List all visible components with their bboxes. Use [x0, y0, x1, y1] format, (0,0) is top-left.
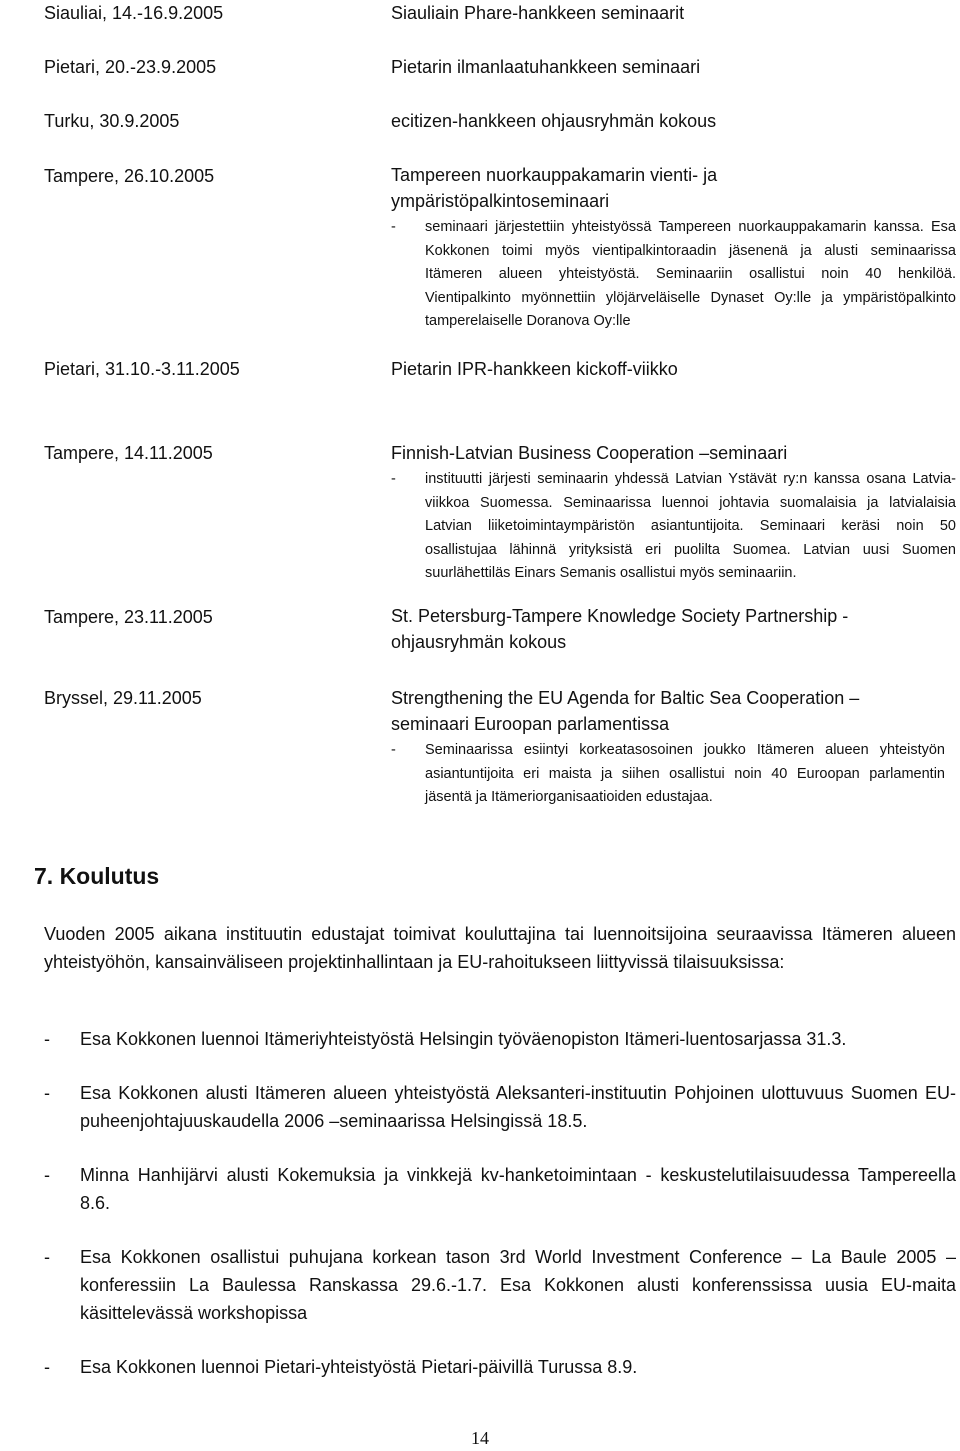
event-entry — [391, 685, 956, 810]
event-title: Finnish-Latvian Business Cooperation –seminaari — [391, 443, 788, 463]
event-description-text: seminaari järjestettiin yhteistyössä Tampereen nuorkauppakamarin kanssa. Esa Kokkonen toimi myös vientipalkintoraadin jäsenenä ja alusti seminaarissa Itämeren alueen yhteistyöstä. Seminaariin osallistui noin 40 henkilöä. Vientipalkinto myönnettiin ylöjärveläiselle Dynaset Oy:lle ja ympäristöpalkinto tamperelaiselle Doranova Oy:lle — [425, 219, 956, 329]
event-title: Tampereen nuorkauppakamarin vienti- ja ympäristöpalkintoseminaari — [391, 165, 718, 211]
event-description — [391, 216, 956, 334]
event-description — [391, 468, 956, 586]
list-item — [44, 1079, 956, 1135]
list-item-text: Esa Kokkonen osallistui puhujana korkean tason 3rd World Investment Conference – La Baule 2005 –konferessiin La Baulessa Ranskassa 29.6.-1.7. Esa Kokkonen alusti konferenssissa uusia EU-maita käsittelevässä workshopissa — [80, 1247, 956, 1323]
event-date: Tampere, 23.11.2005 — [44, 607, 213, 627]
list-item — [44, 1243, 956, 1327]
list-dash: - — [391, 219, 396, 235]
list-item — [44, 1025, 956, 1053]
event-entry — [391, 440, 956, 586]
page-number: 14 — [471, 1428, 489, 1448]
event-title: Siauliain Phare-hankkeen seminaarit — [391, 3, 685, 23]
event-entry — [391, 603, 911, 655]
event-entry — [391, 356, 956, 382]
event-entry — [391, 54, 956, 80]
event-description-text: instituutti järjesti seminaarin yhdessä Latvian Ystävät ry:n kanssa osana Latvia-viikkoa Suomessa. Seminaarissa luennoi johtavia suomalaisia ja latvialaisia Latvian liiketoimintaympäristön asiantuntijoita. Seminaari keräsi noin 50 osallistujaa lähinnä yrityksistä eri puolilta Suomea. Latvian uusi Suomen suurlähettiläs Einars Semanis osallistui myös seminaariin. — [425, 471, 956, 581]
event-description — [391, 739, 945, 810]
event-date: Bryssel, 29.11.2005 — [44, 688, 202, 708]
event-title: Strengthening the EU Agenda for Baltic Sea Cooperation – seminaari Euroopan parlamentissa — [391, 688, 860, 734]
event-title: ecitizen-hankkeen ohjausryhmän kokous — [391, 111, 717, 131]
list-dash: - — [44, 1029, 50, 1049]
list-item-text: Esa Kokkonen luennoi Pietari-yhteistyöstä Pietari-päivillä Turussa 8.9. — [80, 1357, 638, 1377]
event-title: St. Petersburg-Tampere Knowledge Society Partnership - ohjausryhmän kokous — [391, 606, 849, 652]
event-title: Pietarin IPR-hankkeen kickoff-viikko — [391, 359, 678, 379]
list-dash: - — [44, 1083, 50, 1103]
event-date: Pietari, 31.10.-3.11.2005 — [44, 359, 240, 379]
event-date: Tampere, 14.11.2005 — [44, 443, 213, 463]
list-item — [44, 1161, 956, 1217]
list-item-text: Esa Kokkonen alusti Itämeren alueen yhteistyöstä Aleksanteri-instituutin Pohjoinen ulottuvuus Suomen EU-puheenjohtajuuskaudella 2006 –seminaarissa Helsingissä 18.5. — [80, 1083, 956, 1131]
list-item-text: Esa Kokkonen luennoi Itämeriyhteistyöstä Helsingin työväenopiston Itämeri-luentosarjassa 31.3. — [80, 1029, 847, 1049]
event-entry — [391, 108, 956, 134]
list-dash: - — [391, 471, 396, 487]
list-dash: - — [44, 1165, 50, 1185]
event-description-text: Seminaarissa esiintyi korkeatasosoinen joukko Itämeren alueen yhteistyön asiantuntijoita eri maista ja siihen osallistui noin 40 Euroopan parlamentin jäsentä ja Itämeriorganisaatioiden edustajaa. — [425, 742, 945, 805]
event-date: Siauliai, 14.-16.9.2005 — [44, 3, 224, 23]
training-list — [44, 1025, 956, 1407]
list-dash: - — [44, 1247, 50, 1267]
event-date: Turku, 30.9.2005 — [44, 111, 180, 131]
event-date: Tampere, 26.10.2005 — [44, 166, 215, 186]
event-entry — [391, 162, 956, 334]
list-item-text: Minna Hanhijärvi alusti Kokemuksia ja vinkkejä kv-hanketoimintaan - keskustelutilaisuudessa Tampereella 8.6. — [80, 1165, 956, 1213]
list-dash: - — [44, 1357, 50, 1377]
list-dash: - — [391, 742, 396, 758]
event-entry — [391, 0, 956, 26]
section-intro: Vuoden 2005 aikana instituutin edustajat toimivat kouluttajina tai luennoitsijoina seuraavissa Itämeren alueen yhteistyöhön, kansainväliseen projektinhallintaan ja EU-rahoitukseen liittyvissä tilaisuuksissa: — [44, 924, 956, 972]
event-date: Pietari, 20.-23.9.2005 — [44, 57, 217, 77]
event-title: Pietarin ilmanlaatuhankkeen seminaari — [391, 57, 701, 77]
list-item — [44, 1353, 956, 1381]
section-heading: 7. Koulutus — [34, 863, 160, 889]
